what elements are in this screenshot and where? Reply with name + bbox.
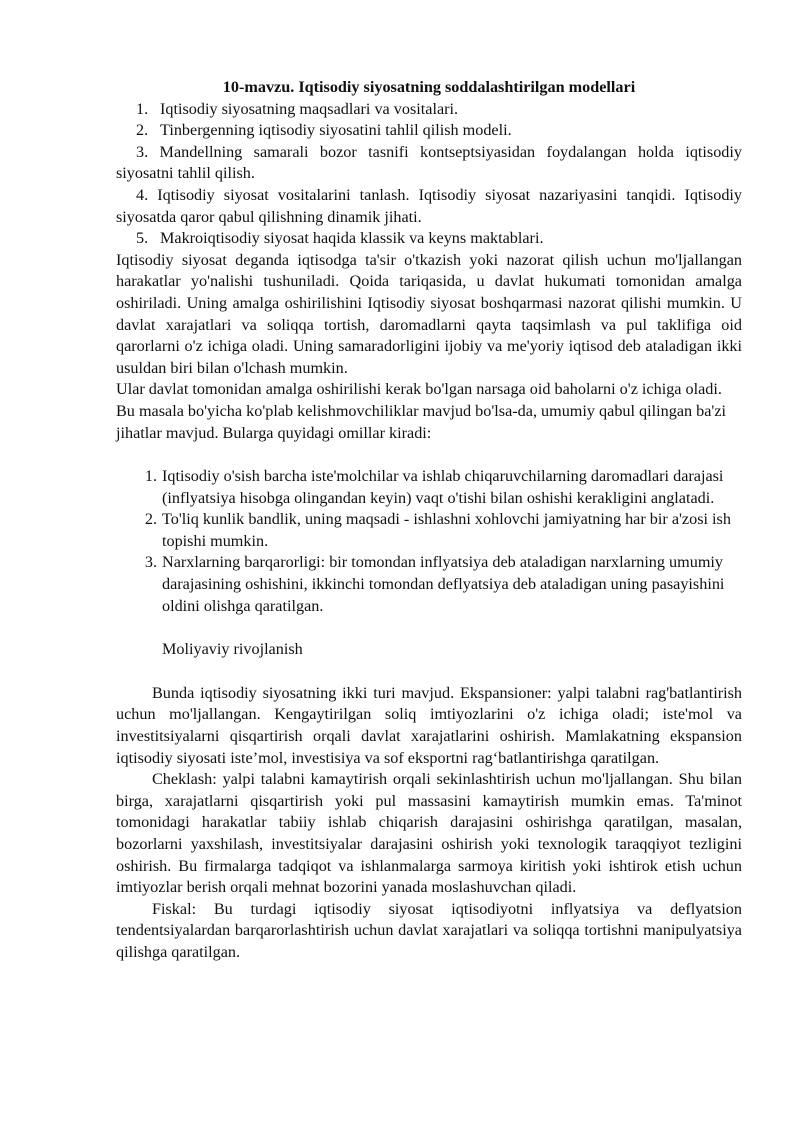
outline-text: Mandellning samarali bozor tasnifi kontseptsiyasidan foydalangan holda iqtisodiy siyosatni tahlil qilish. [116,142,742,183]
list-item [116,509,742,552]
page-title: 10-mavzu. Iqtisodiy siyosatning soddalashtirilgan modellari [222,78,636,96]
document-body [116,77,742,964]
spacer [116,661,742,683]
list-text: Iqtisodiy o'sish barcha iste'molchilar va ishlab chiqaruvchilarning daromadlari darajasi (inflyatsiya hisobga olingandan keyin) vaqt o'tishi bilan oshishi kerakligini anglatadi. [162,467,724,507]
list-text: To'liq kunlik bandlik, uning maqsadi - ishlashni xohlovchi jamiyatning har bir a'zosi ish topishi mumkin. [162,510,731,550]
factors-list [116,466,742,617]
outline-number: 4. [136,185,149,204]
list-item [116,552,742,617]
outline-number: 3. [136,142,149,161]
list-number: 1. [144,467,157,486]
section-subheading: Moliyaviy rivojlanish [162,640,303,659]
paragraph-fiscal: Fiskal: Bu turdagi iqtisodiy siyosat iqtisodiyotni inflyatsiya va deflyatsion tendentsiyalardan barqarorlashtirish uchun davlat xarajatlari va soliqqa tortishni manipulyatsiya qilishga qaratilgan. [116,899,742,961]
outline-item [116,185,742,228]
list-text: Narxlarning barqarorligi: bir tomondan inflyatsiya deb ataladigan narxlarning umumiy darajasining oshishini, ikkinchi tomondan deflyatsiya deb ataladigan uning pasayishini oldini olishga qaratilgan. [162,553,725,615]
outline-item [116,99,742,121]
outline-item [116,228,742,250]
list-number: 3. [144,553,157,572]
list-number: 2. [144,510,157,529]
outline-text: Makroiqtisodiy siyosat haqida klassik va keyns maktablari. [160,229,544,248]
list-item [116,466,742,509]
paragraph-definition: Iqtisodiy siyosat deganda iqtisodga ta'sir o'tkazish yoki nazorat qilish uchun mo'ljallangan harakatlar yo'nalishi tushuniladi. Qoida tariqasida, u davlat hukumati tomonidan amalga oshiriladi. Uning amalga oshirilishini Iqtisodiy siyosat boshqarmasi nazorat qilishi mumkin. U davlat xarajatlari va soliqqa tortish, daromadlarni qayta taqsimlash va pul taklifiga oid qarorlarni o'z ichiga oladi. Uning samaradorligini ijobiy va me'yoriy iqtisod deb ataladigan ikki usuldan biri bilan o'lchash mumkin. [116,250,742,377]
paragraph-assessment: Ular davlat tomonidan amalga oshirilishi kerak bo'lgan narsaga oid baholarni o'z ichiga oladi. Bu masala bo'yicha ko'plab kelishmovchiliklar mavjud bo'lsa-da, umumiy qabul qilingan ba'zi jihatlar mavjud. Bularga quyidagi omillar kiradi: [116,380,727,442]
outline-text: Iqtisodiy siyosatning maqsadlari va vositalari. [160,99,459,118]
outline-number: 1. [136,99,149,118]
outline-text: Iqtisodiy siyosat vositalarini tanlash. Iqtisodiy siyosat nazariyasini tanqidi. Iqtisodiy siyosatda qaror qabul qilishning dinamik jihati. [116,185,743,226]
paragraph-expansionary: Bunda iqtisodiy siyosatning ikki turi mavjud. Ekspansioner: yalpi talabni rag'batlantirish uchun mo'ljallangan. Kengaytirilgan soliq imtiyozlarini o'z ichiga oladi; iste'mol va investitsiyalarni qisqartirish orqali davlat xarajatlarini oshirish. Mamlakatning ekspansion iqtisodiy siyosati iste’mol, investisiya va sof eksportni rag‘batlantirishga qaratilgan. [116,683,742,767]
topic-outline [116,99,742,250]
outline-item [116,142,742,185]
outline-number: 2. [136,121,149,140]
paragraph-restrictive: Cheklash: yalpi talabni kamaytirish orqali sekinlashtirish uchun mo'ljallangan. Shu bilan birga, xarajatlarni qisqartirish yoki pul massasini kamaytirish mumkin emas. Ta'minot tomonidagi harakatlar tabiiy ishlab chiqarish darajasini oshirishga qaratilgan, masalan, bozorlarni yaxshilash, investitsiyalar darajasini oshirish yoki texnologik taraqqiyot tezligini oshirish. Bu firmalarga tadqiqot va ishlanmalarga sarmoya kiritish yoki ishtirok etish uchun imtiyozlar berish orqali mehnat bozorini yanada moslashuvchan qiladi. [116,770,742,897]
outline-text: Tinbergenning iqtisodiy siyosatini tahlil qilish modeli. [160,121,512,140]
outline-number: 5. [136,229,149,248]
outline-item [116,120,742,142]
